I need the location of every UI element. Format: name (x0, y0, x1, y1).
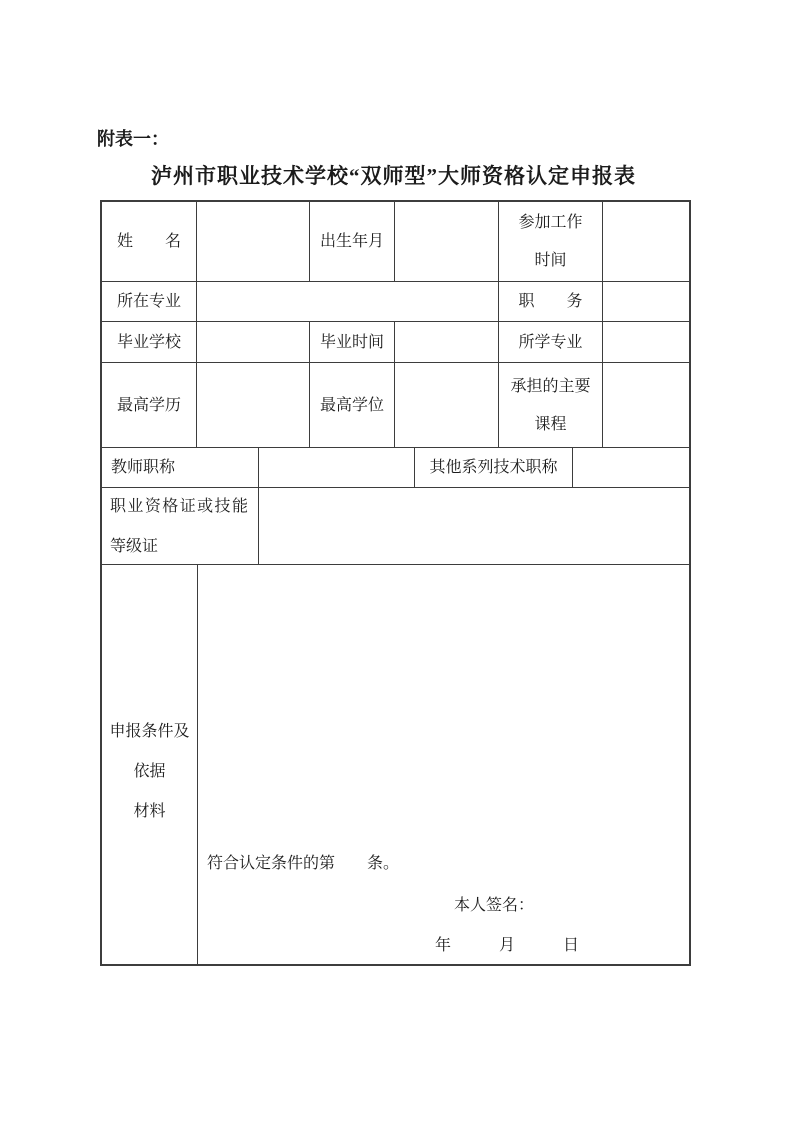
input-other-title[interactable] (573, 448, 689, 488)
input-grad-time[interactable] (395, 322, 499, 363)
input-grad-school[interactable] (197, 322, 310, 363)
field-label-current-major: 所在专业 (102, 282, 197, 322)
input-name[interactable] (197, 202, 310, 282)
field-label-other-title: 其他系列技术职称 (415, 448, 573, 488)
field-label-highest-degree: 最高学位 (310, 363, 395, 448)
input-vocational-cert[interactable] (259, 488, 689, 565)
row-titles (102, 448, 689, 488)
field-label-birth-date: 出生年月 (310, 202, 395, 282)
input-application-basis[interactable] (198, 565, 689, 964)
input-birth-date[interactable] (395, 202, 499, 282)
input-main-courses[interactable] (603, 363, 689, 448)
field-label-name: 姓 名 (102, 202, 197, 282)
row-application-basis (102, 565, 689, 964)
application-form-table (100, 200, 691, 966)
row-certificate (102, 488, 689, 565)
conditions-statement: 符合认定条件的第 条。 (207, 855, 400, 872)
input-studied-major[interactable] (603, 322, 689, 363)
field-label-position: 职 务 (499, 282, 603, 322)
row-education (102, 363, 689, 448)
field-label-grad-school: 毕业学校 (102, 322, 197, 363)
field-label-application-basis: 申报条件及 依据 材料 (102, 565, 198, 964)
field-label-work-start: 参加工作 时间 (499, 202, 603, 282)
field-label-grad-time: 毕业时间 (310, 322, 395, 363)
field-label-studied-major: 所学专业 (499, 322, 603, 363)
field-label-main-courses: 承担的主要 课程 (499, 363, 603, 448)
row-basic-info (102, 202, 689, 282)
input-current-major[interactable] (197, 282, 499, 322)
signature-label: 本人签名： (454, 897, 535, 914)
input-highest-degree[interactable] (395, 363, 499, 448)
row-graduation (102, 322, 689, 363)
input-highest-education[interactable] (197, 363, 310, 448)
input-teacher-title[interactable] (259, 448, 415, 488)
date-label: 年 月 日 (435, 937, 580, 954)
input-position[interactable] (603, 282, 689, 322)
field-label-vocational-cert: 职业资格证或技能 等级证 (102, 488, 259, 565)
form-title: 泸州市职业技术学校“双师型”大师资格认定申报表 (151, 164, 636, 188)
row-major-position (102, 282, 689, 322)
input-work-start[interactable] (603, 202, 689, 282)
annex-label: 附表一： (97, 129, 169, 149)
field-label-highest-education: 最高学历 (102, 363, 197, 448)
field-label-teacher-title: 教师职称 (102, 448, 259, 488)
